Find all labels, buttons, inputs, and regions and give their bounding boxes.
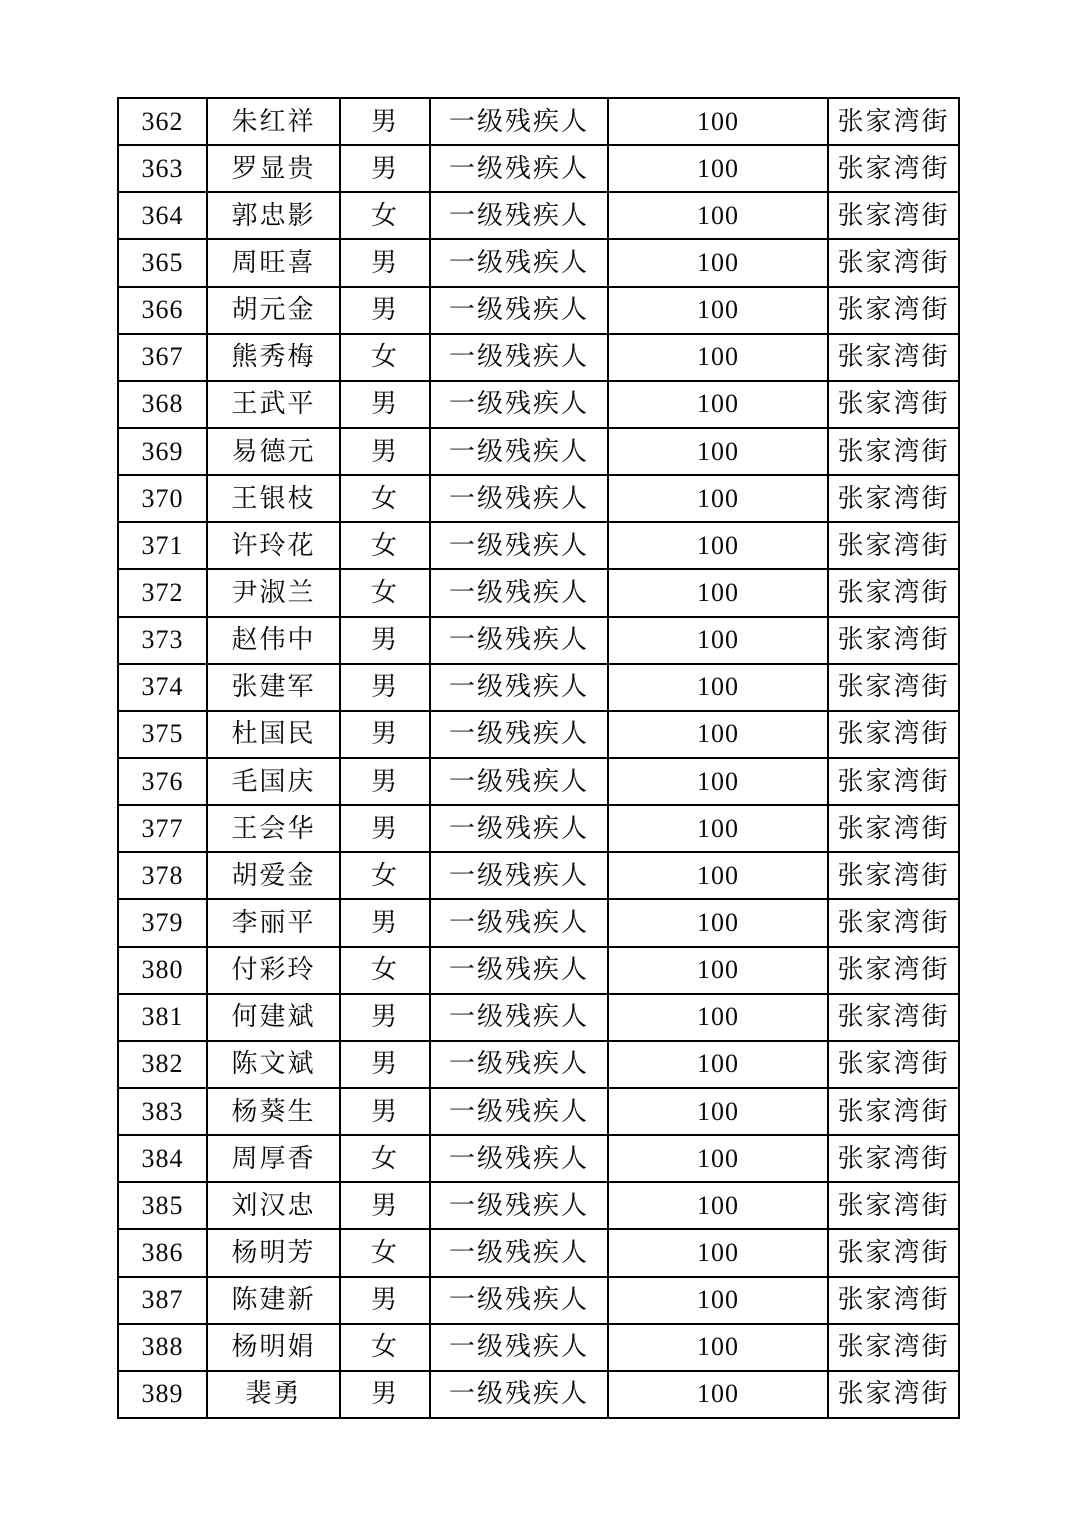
cell-gender: 女 bbox=[340, 475, 430, 522]
cell-serial: 383 bbox=[118, 1088, 207, 1135]
cell-amount: 100 bbox=[608, 758, 828, 805]
cell-street: 张家湾街 bbox=[828, 522, 959, 569]
cell-amount: 100 bbox=[608, 711, 828, 758]
cell-amount: 100 bbox=[608, 1041, 828, 1088]
cell-gender: 男 bbox=[340, 1041, 430, 1088]
cell-serial: 389 bbox=[118, 1371, 207, 1418]
cell-serial: 378 bbox=[118, 852, 207, 899]
cell-street: 张家湾街 bbox=[828, 711, 959, 758]
cell-street: 张家湾街 bbox=[828, 1088, 959, 1135]
cell-name: 王会华 bbox=[207, 805, 340, 852]
cell-street: 张家湾街 bbox=[828, 1182, 959, 1229]
cell-category: 一级残疾人 bbox=[430, 381, 608, 428]
cell-name: 朱红祥 bbox=[207, 98, 340, 145]
cell-street: 张家湾街 bbox=[828, 1229, 959, 1276]
cell-street: 张家湾街 bbox=[828, 145, 959, 192]
cell-amount: 100 bbox=[608, 994, 828, 1041]
cell-amount: 100 bbox=[608, 145, 828, 192]
cell-gender: 男 bbox=[340, 239, 430, 286]
cell-name: 郭忠影 bbox=[207, 192, 340, 239]
cell-gender: 女 bbox=[340, 947, 430, 994]
table-row bbox=[118, 711, 959, 758]
table-row bbox=[118, 475, 959, 522]
table-row bbox=[118, 192, 959, 239]
cell-category: 一级残疾人 bbox=[430, 1182, 608, 1229]
cell-gender: 男 bbox=[340, 1371, 430, 1418]
cell-street: 张家湾街 bbox=[828, 569, 959, 616]
cell-street: 张家湾街 bbox=[828, 899, 959, 946]
cell-serial: 362 bbox=[118, 98, 207, 145]
cell-amount: 100 bbox=[608, 805, 828, 852]
cell-street: 张家湾街 bbox=[828, 334, 959, 381]
cell-serial: 374 bbox=[118, 664, 207, 711]
table-row bbox=[118, 852, 959, 899]
cell-category: 一级残疾人 bbox=[430, 852, 608, 899]
cell-category: 一级残疾人 bbox=[430, 1371, 608, 1418]
table-row bbox=[118, 1041, 959, 1088]
cell-amount: 100 bbox=[608, 381, 828, 428]
cell-gender: 男 bbox=[340, 664, 430, 711]
cell-street: 张家湾街 bbox=[828, 192, 959, 239]
cell-street: 张家湾街 bbox=[828, 98, 959, 145]
cell-amount: 100 bbox=[608, 1229, 828, 1276]
cell-category: 一级残疾人 bbox=[430, 994, 608, 1041]
cell-street: 张家湾街 bbox=[828, 381, 959, 428]
cell-serial: 364 bbox=[118, 192, 207, 239]
table-row bbox=[118, 664, 959, 711]
cell-amount: 100 bbox=[608, 522, 828, 569]
table-row bbox=[118, 1229, 959, 1276]
table-row bbox=[118, 1135, 959, 1182]
cell-amount: 100 bbox=[608, 475, 828, 522]
table-row bbox=[118, 758, 959, 805]
cell-gender: 男 bbox=[340, 617, 430, 664]
table-row bbox=[118, 569, 959, 616]
cell-amount: 100 bbox=[608, 947, 828, 994]
cell-gender: 男 bbox=[340, 1182, 430, 1229]
cell-amount: 100 bbox=[608, 1371, 828, 1418]
cell-gender: 女 bbox=[340, 852, 430, 899]
cell-serial: 365 bbox=[118, 239, 207, 286]
cell-name: 赵伟中 bbox=[207, 617, 340, 664]
cell-category: 一级残疾人 bbox=[430, 287, 608, 334]
cell-gender: 男 bbox=[340, 145, 430, 192]
cell-category: 一级残疾人 bbox=[430, 1229, 608, 1276]
table-row bbox=[118, 994, 959, 1041]
cell-category: 一级残疾人 bbox=[430, 664, 608, 711]
cell-category: 一级残疾人 bbox=[430, 1088, 608, 1135]
cell-serial: 388 bbox=[118, 1324, 207, 1371]
cell-gender: 男 bbox=[340, 1277, 430, 1324]
cell-serial: 381 bbox=[118, 994, 207, 1041]
cell-amount: 100 bbox=[608, 334, 828, 381]
table-row bbox=[118, 899, 959, 946]
cell-amount: 100 bbox=[608, 428, 828, 475]
cell-name: 周厚香 bbox=[207, 1135, 340, 1182]
cell-name: 何建斌 bbox=[207, 994, 340, 1041]
cell-category: 一级残疾人 bbox=[430, 758, 608, 805]
cell-street: 张家湾街 bbox=[828, 1324, 959, 1371]
cell-serial: 373 bbox=[118, 617, 207, 664]
table-row bbox=[118, 428, 959, 475]
table-row bbox=[118, 1088, 959, 1135]
table-row bbox=[118, 1324, 959, 1371]
table-row bbox=[118, 947, 959, 994]
cell-gender: 男 bbox=[340, 287, 430, 334]
cell-serial: 386 bbox=[118, 1229, 207, 1276]
cell-street: 张家湾街 bbox=[828, 758, 959, 805]
cell-serial: 376 bbox=[118, 758, 207, 805]
cell-name: 罗显贵 bbox=[207, 145, 340, 192]
cell-street: 张家湾街 bbox=[828, 1135, 959, 1182]
cell-serial: 363 bbox=[118, 145, 207, 192]
table-row bbox=[118, 1182, 959, 1229]
table-row bbox=[118, 617, 959, 664]
cell-street: 张家湾街 bbox=[828, 1277, 959, 1324]
cell-name: 毛国庆 bbox=[207, 758, 340, 805]
cell-gender: 女 bbox=[340, 522, 430, 569]
cell-category: 一级残疾人 bbox=[430, 192, 608, 239]
cell-street: 张家湾街 bbox=[828, 617, 959, 664]
cell-category: 一级残疾人 bbox=[430, 1135, 608, 1182]
cell-amount: 100 bbox=[608, 287, 828, 334]
cell-gender: 女 bbox=[340, 1324, 430, 1371]
cell-name: 杨明芳 bbox=[207, 1229, 340, 1276]
cell-serial: 387 bbox=[118, 1277, 207, 1324]
cell-amount: 100 bbox=[608, 98, 828, 145]
cell-street: 张家湾街 bbox=[828, 852, 959, 899]
cell-category: 一级残疾人 bbox=[430, 1041, 608, 1088]
cell-amount: 100 bbox=[608, 192, 828, 239]
cell-name: 胡元金 bbox=[207, 287, 340, 334]
cell-street: 张家湾街 bbox=[828, 475, 959, 522]
cell-gender: 男 bbox=[340, 428, 430, 475]
table-row bbox=[118, 145, 959, 192]
cell-amount: 100 bbox=[608, 239, 828, 286]
cell-serial: 380 bbox=[118, 947, 207, 994]
cell-amount: 100 bbox=[608, 1182, 828, 1229]
cell-name: 胡爱金 bbox=[207, 852, 340, 899]
cell-gender: 男 bbox=[340, 758, 430, 805]
cell-name: 付彩玲 bbox=[207, 947, 340, 994]
cell-category: 一级残疾人 bbox=[430, 475, 608, 522]
cell-name: 易德元 bbox=[207, 428, 340, 475]
cell-amount: 100 bbox=[608, 569, 828, 616]
cell-amount: 100 bbox=[608, 1088, 828, 1135]
cell-name: 熊秀梅 bbox=[207, 334, 340, 381]
cell-street: 张家湾街 bbox=[828, 1041, 959, 1088]
cell-name: 李丽平 bbox=[207, 899, 340, 946]
cell-serial: 367 bbox=[118, 334, 207, 381]
cell-serial: 382 bbox=[118, 1041, 207, 1088]
cell-gender: 女 bbox=[340, 1229, 430, 1276]
cell-serial: 377 bbox=[118, 805, 207, 852]
cell-gender: 男 bbox=[340, 1088, 430, 1135]
cell-category: 一级残疾人 bbox=[430, 711, 608, 758]
cell-category: 一级残疾人 bbox=[430, 145, 608, 192]
cell-gender: 男 bbox=[340, 899, 430, 946]
cell-name: 裴勇 bbox=[207, 1371, 340, 1418]
table-row bbox=[118, 334, 959, 381]
cell-serial: 371 bbox=[118, 522, 207, 569]
table-row bbox=[118, 805, 959, 852]
cell-amount: 100 bbox=[608, 664, 828, 711]
cell-category: 一级残疾人 bbox=[430, 522, 608, 569]
cell-category: 一级残疾人 bbox=[430, 569, 608, 616]
cell-gender: 男 bbox=[340, 98, 430, 145]
cell-gender: 女 bbox=[340, 192, 430, 239]
cell-category: 一级残疾人 bbox=[430, 98, 608, 145]
cell-name: 杨明娟 bbox=[207, 1324, 340, 1371]
cell-category: 一级残疾人 bbox=[430, 617, 608, 664]
table-row bbox=[118, 381, 959, 428]
table-row bbox=[118, 239, 959, 286]
cell-gender: 男 bbox=[340, 711, 430, 758]
cell-amount: 100 bbox=[608, 1324, 828, 1371]
cell-street: 张家湾街 bbox=[828, 994, 959, 1041]
roster-table bbox=[117, 97, 960, 1419]
cell-street: 张家湾街 bbox=[828, 428, 959, 475]
cell-category: 一级残疾人 bbox=[430, 239, 608, 286]
cell-name: 陈建新 bbox=[207, 1277, 340, 1324]
cell-name: 王银枝 bbox=[207, 475, 340, 522]
cell-gender: 男 bbox=[340, 994, 430, 1041]
cell-serial: 384 bbox=[118, 1135, 207, 1182]
cell-name: 王武平 bbox=[207, 381, 340, 428]
cell-street: 张家湾街 bbox=[828, 1371, 959, 1418]
cell-amount: 100 bbox=[608, 899, 828, 946]
table-row bbox=[118, 1371, 959, 1418]
cell-serial: 375 bbox=[118, 711, 207, 758]
cell-serial: 372 bbox=[118, 569, 207, 616]
cell-name: 周旺喜 bbox=[207, 239, 340, 286]
cell-category: 一级残疾人 bbox=[430, 334, 608, 381]
cell-street: 张家湾街 bbox=[828, 805, 959, 852]
cell-category: 一级残疾人 bbox=[430, 428, 608, 475]
cell-gender: 女 bbox=[340, 1135, 430, 1182]
cell-category: 一级残疾人 bbox=[430, 1324, 608, 1371]
table-row bbox=[118, 522, 959, 569]
cell-gender: 男 bbox=[340, 805, 430, 852]
cell-serial: 366 bbox=[118, 287, 207, 334]
cell-category: 一级残疾人 bbox=[430, 899, 608, 946]
cell-name: 张建军 bbox=[207, 664, 340, 711]
cell-name: 刘汉忠 bbox=[207, 1182, 340, 1229]
table-row bbox=[118, 1277, 959, 1324]
cell-name: 杜国民 bbox=[207, 711, 340, 758]
cell-category: 一级残疾人 bbox=[430, 1277, 608, 1324]
cell-serial: 368 bbox=[118, 381, 207, 428]
cell-name: 杨葵生 bbox=[207, 1088, 340, 1135]
cell-street: 张家湾街 bbox=[828, 287, 959, 334]
cell-gender: 女 bbox=[340, 569, 430, 616]
cell-category: 一级残疾人 bbox=[430, 947, 608, 994]
cell-name: 陈文斌 bbox=[207, 1041, 340, 1088]
cell-amount: 100 bbox=[608, 1135, 828, 1182]
cell-serial: 369 bbox=[118, 428, 207, 475]
cell-amount: 100 bbox=[608, 617, 828, 664]
cell-name: 尹淑兰 bbox=[207, 569, 340, 616]
cell-gender: 男 bbox=[340, 381, 430, 428]
cell-name: 许玲花 bbox=[207, 522, 340, 569]
cell-serial: 385 bbox=[118, 1182, 207, 1229]
cell-category: 一级残疾人 bbox=[430, 805, 608, 852]
cell-street: 张家湾街 bbox=[828, 664, 959, 711]
cell-street: 张家湾街 bbox=[828, 947, 959, 994]
cell-gender: 女 bbox=[340, 334, 430, 381]
cell-amount: 100 bbox=[608, 852, 828, 899]
cell-serial: 379 bbox=[118, 899, 207, 946]
table-row bbox=[118, 287, 959, 334]
cell-serial: 370 bbox=[118, 475, 207, 522]
table-row bbox=[118, 98, 959, 145]
cell-street: 张家湾街 bbox=[828, 239, 959, 286]
cell-amount: 100 bbox=[608, 1277, 828, 1324]
